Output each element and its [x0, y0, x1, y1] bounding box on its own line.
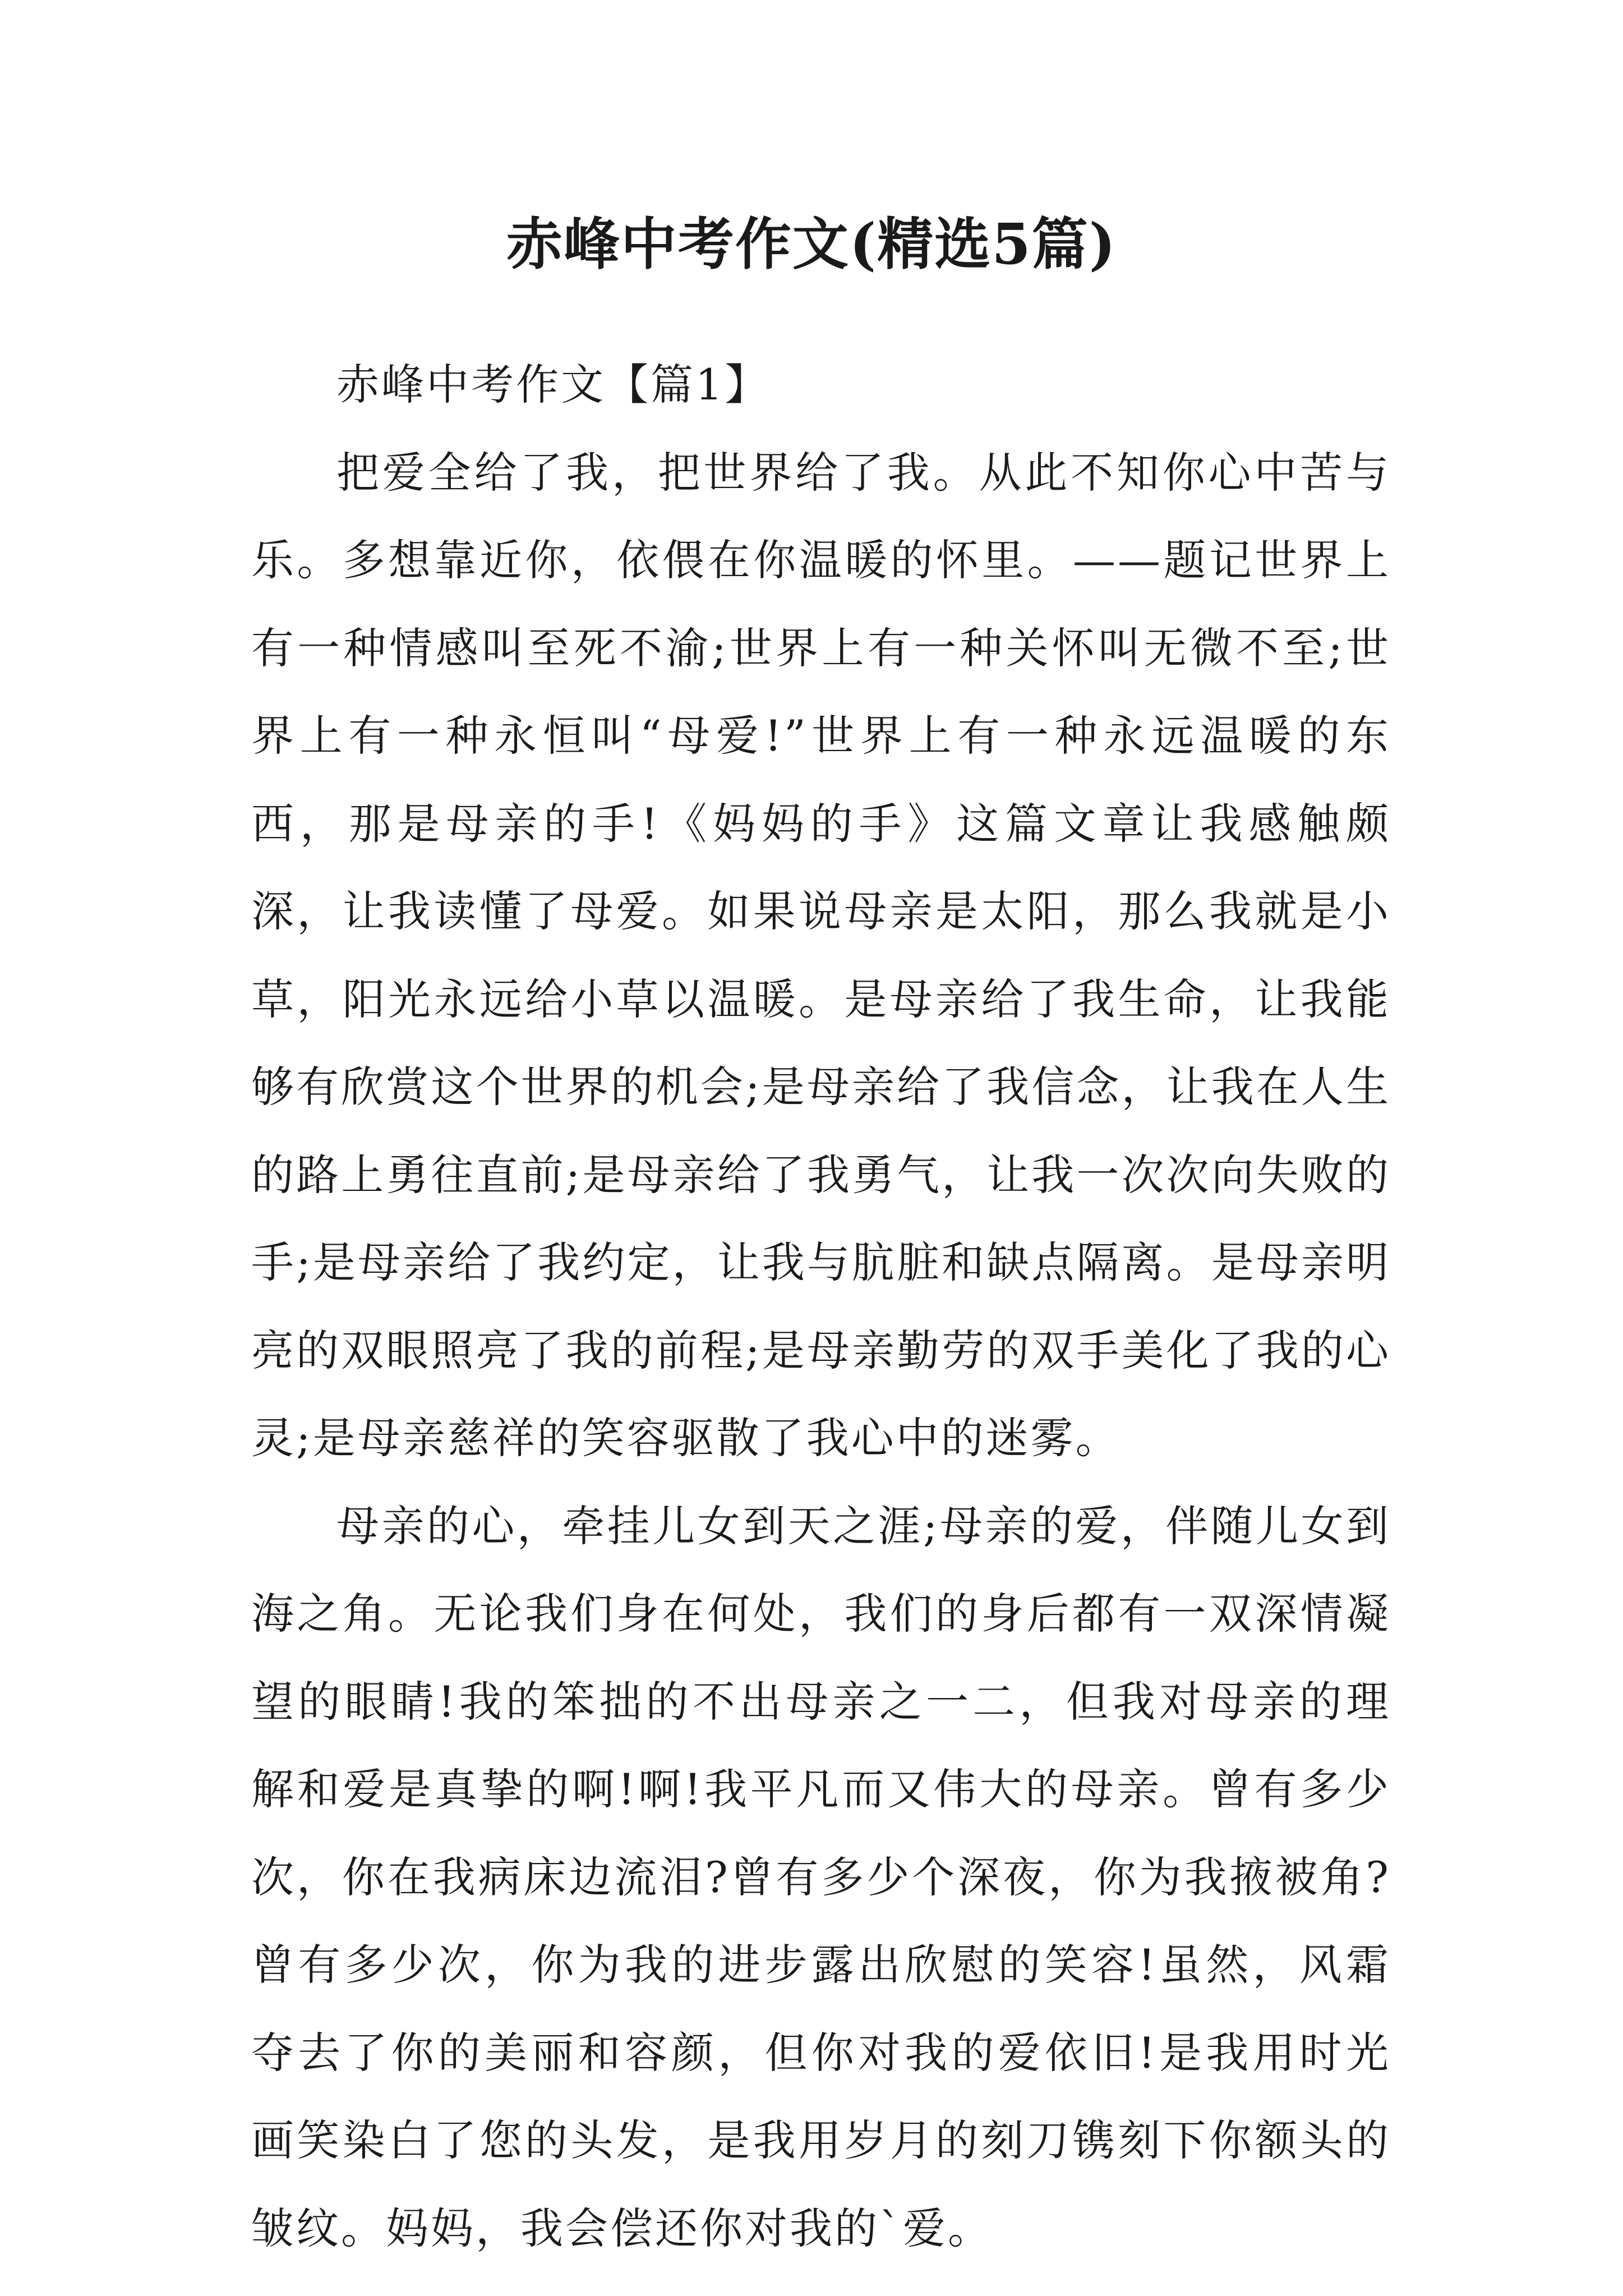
paragraph-1: 把爱全给了我，把世界给了我。从此不知你心中苦与乐。多想靠近你，依偎在你温暖的怀里。——题记世界上有一种情感叫至死不渝;世界上有一种关怀叫无微不至;世界上有一种永恒叫“母爱!”世界上有一种永远温暖的东西，那是母亲的手!《妈妈的手》这篇文章让我感触颇深，让我读懂了母爱。如果说母亲是太阳，那么我就是小草，阳光永远给小草以温暖。是母亲给了我生命，让我能够有欣赏这个世界的机会;是母亲给了我信念，让我在人生的路上勇往直前;是母亲给了我勇气，让我一次次向失败的手;是母亲给了我约定，让我与肮脏和缺点隔离。是母亲明亮的双眼照亮了我的前程;是母亲勤劳的双手美化了我的心灵;是母亲慈祥的笑容驱散了我心中的迷雾。 — [251, 447, 1391, 1463]
paragraph-2: 母亲的心，牵挂儿女到天之涯;母亲的爱，伴随儿女到海之角。无论我们身在何处，我们的身后都有一双深情凝望的眼睛!我的笨拙的不出母亲之一二，但我对母亲的理解和爱是真挚的啊!啊!我平凡而又伟大的母亲。曾有多少次，你在我病床边流泪?曾有多少个深夜，你为我掖被角?曾有多少次，你为我的进步露出欣慰的笑容!虽然，风霜夺去了你的美丽和容颜，但你对我的爱依旧!是我用时光画笑染白了您的头发，是我用岁月的刻刀镌刻下你额头的皱纹。妈妈，我会偿还你对我的`爱。 — [251, 1501, 1391, 2253]
document-body — [251, 341, 1391, 2272]
document-title: 赤峰中考作文(精选5篇) — [506, 211, 1117, 277]
section-heading: 赤峰中考作文【篇1】 — [336, 360, 770, 409]
